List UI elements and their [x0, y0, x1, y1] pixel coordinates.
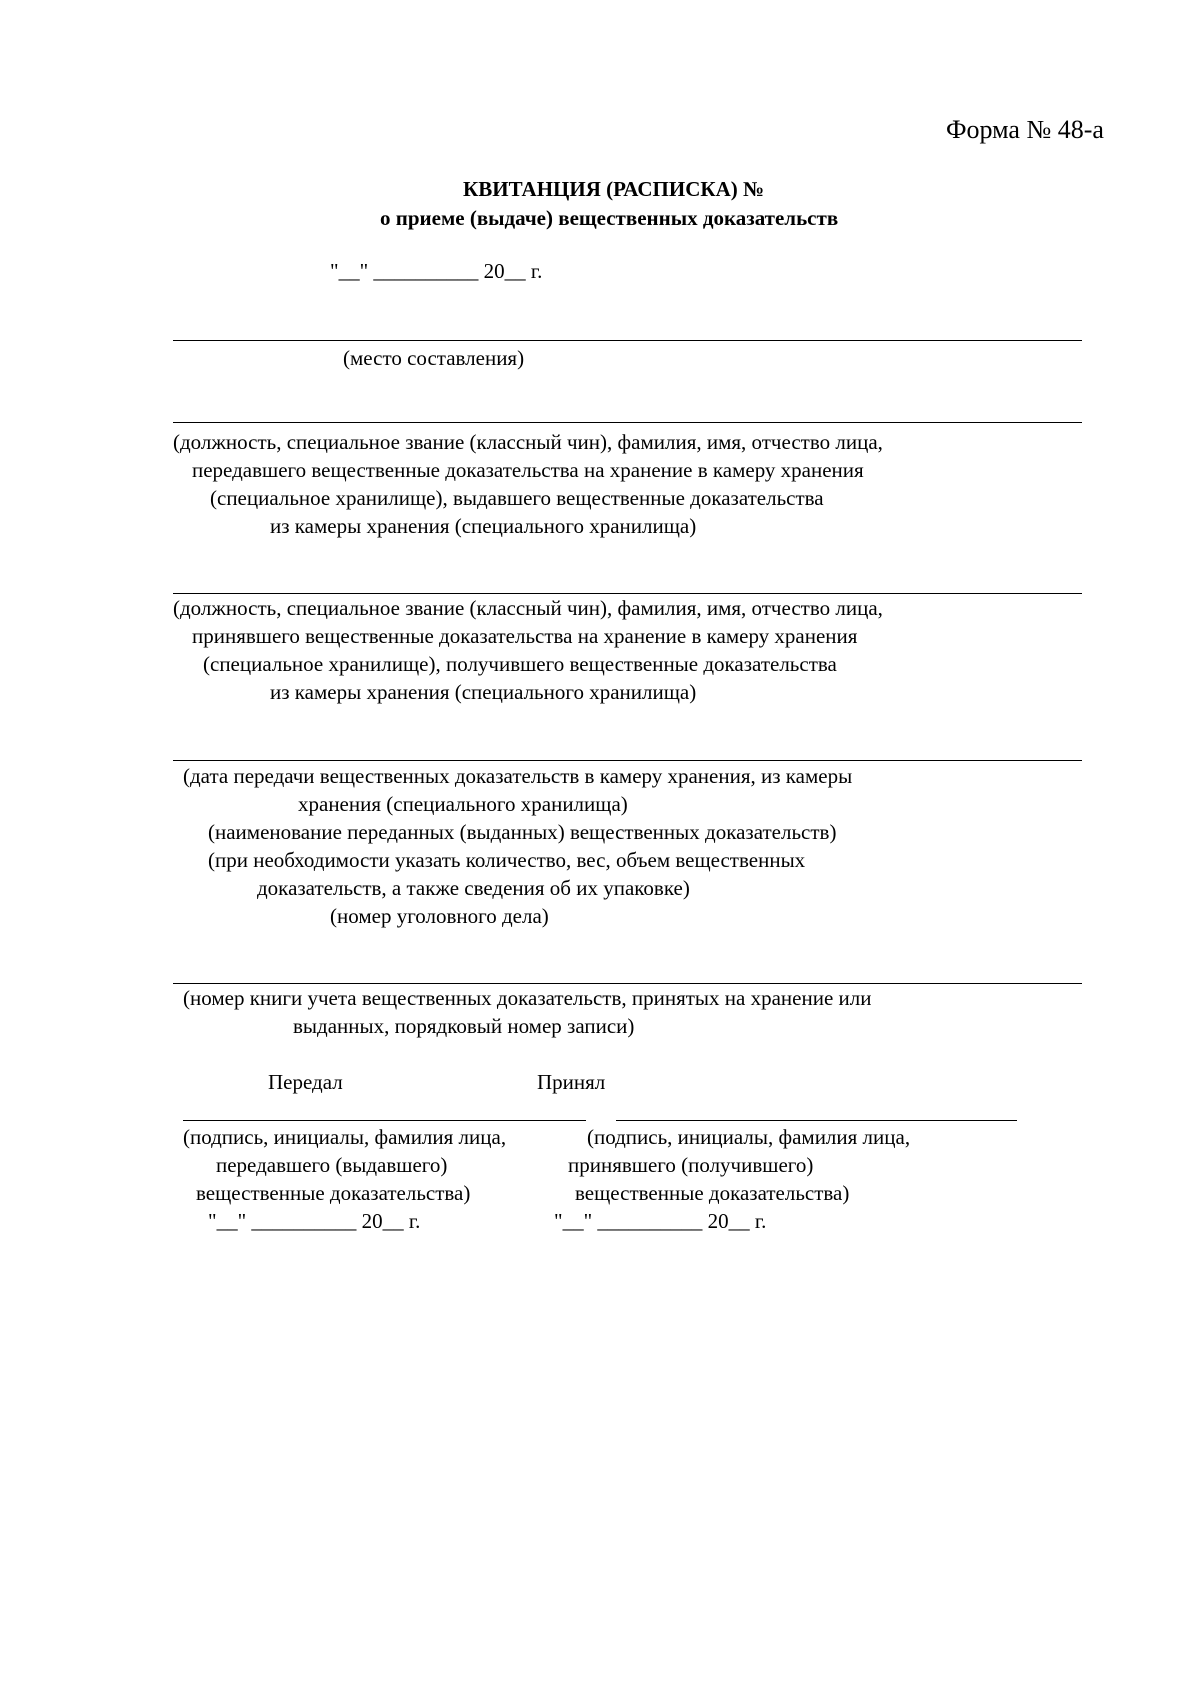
caption-line: (подпись, инициалы, фамилия лица, [587, 1125, 911, 1149]
transferer-signature-line [183, 1120, 586, 1121]
caption-line: (специальное хранилище), получившего вещественные доказательства [203, 652, 837, 676]
caption-line: (наименование переданных (выданных) вещественных доказательств) [208, 820, 837, 844]
receiver-fill-line [173, 593, 1082, 594]
place-caption: (место составления) [343, 346, 525, 370]
caption-line: принявшего (получившего) [568, 1153, 814, 1177]
receiver-date-line: "__" __________ 20__ г. [554, 1209, 767, 1233]
caption-line: выданных, порядковый номер записи) [293, 1014, 635, 1038]
received-by-heading: Принял [537, 1070, 606, 1094]
details-fill-line [173, 760, 1082, 761]
caption-line: (должность, специальное звание (классный чин), фамилия, имя, отчество лица, [173, 596, 883, 620]
document-date-line: "__" __________ 20__ г. [330, 259, 543, 283]
transferer-fill-line [173, 422, 1082, 423]
place-fill-line [173, 340, 1082, 341]
caption-line: хранения (специального хранилища) [298, 792, 628, 816]
caption-line: (должность, специальное звание (классный чин), фамилия, имя, отчество лица, [173, 430, 883, 454]
caption-line: (специальное хранилище), выдавшего вещественные доказательства [210, 486, 824, 510]
caption-line: вещественные доказательства) [196, 1181, 471, 1205]
caption-line: (номер книги учета вещественных доказательств, принятых на хранение или [183, 986, 872, 1010]
caption-line: вещественные доказательства) [575, 1181, 850, 1205]
caption-line: из камеры хранения (специального хранилища) [270, 680, 697, 704]
caption-line: (номер уголовного дела) [330, 904, 549, 928]
document-title: КВИТАНЦИЯ (РАСПИСКА) № [463, 177, 765, 201]
form-number: Форма № 48-а [946, 115, 1104, 144]
receiver-signature-line [616, 1120, 1017, 1121]
caption-line: (при необходимости указать количество, вес, объем вещественных [208, 848, 806, 872]
caption-line: (дата передачи вещественных доказательств в камеру хранения, из камеры [183, 764, 853, 788]
caption-line: доказательств, а также сведения об их упаковке) [257, 876, 690, 900]
register-fill-line [173, 983, 1082, 984]
document-subtitle: о приеме (выдаче) вещественных доказательств [380, 206, 839, 230]
transferer-date-line: "__" __________ 20__ г. [208, 1209, 421, 1233]
caption-line: (подпись, инициалы, фамилия лица, [183, 1125, 507, 1149]
transferred-by-heading: Передал [268, 1070, 343, 1094]
caption-line: передавшего вещественные доказательства на хранение в камеру хранения [192, 458, 864, 482]
caption-line: из камеры хранения (специального хранилища) [270, 514, 697, 538]
caption-line: принявшего вещественные доказательства на хранение в камеру хранения [192, 624, 858, 648]
caption-line: передавшего (выдавшего) [216, 1153, 448, 1177]
